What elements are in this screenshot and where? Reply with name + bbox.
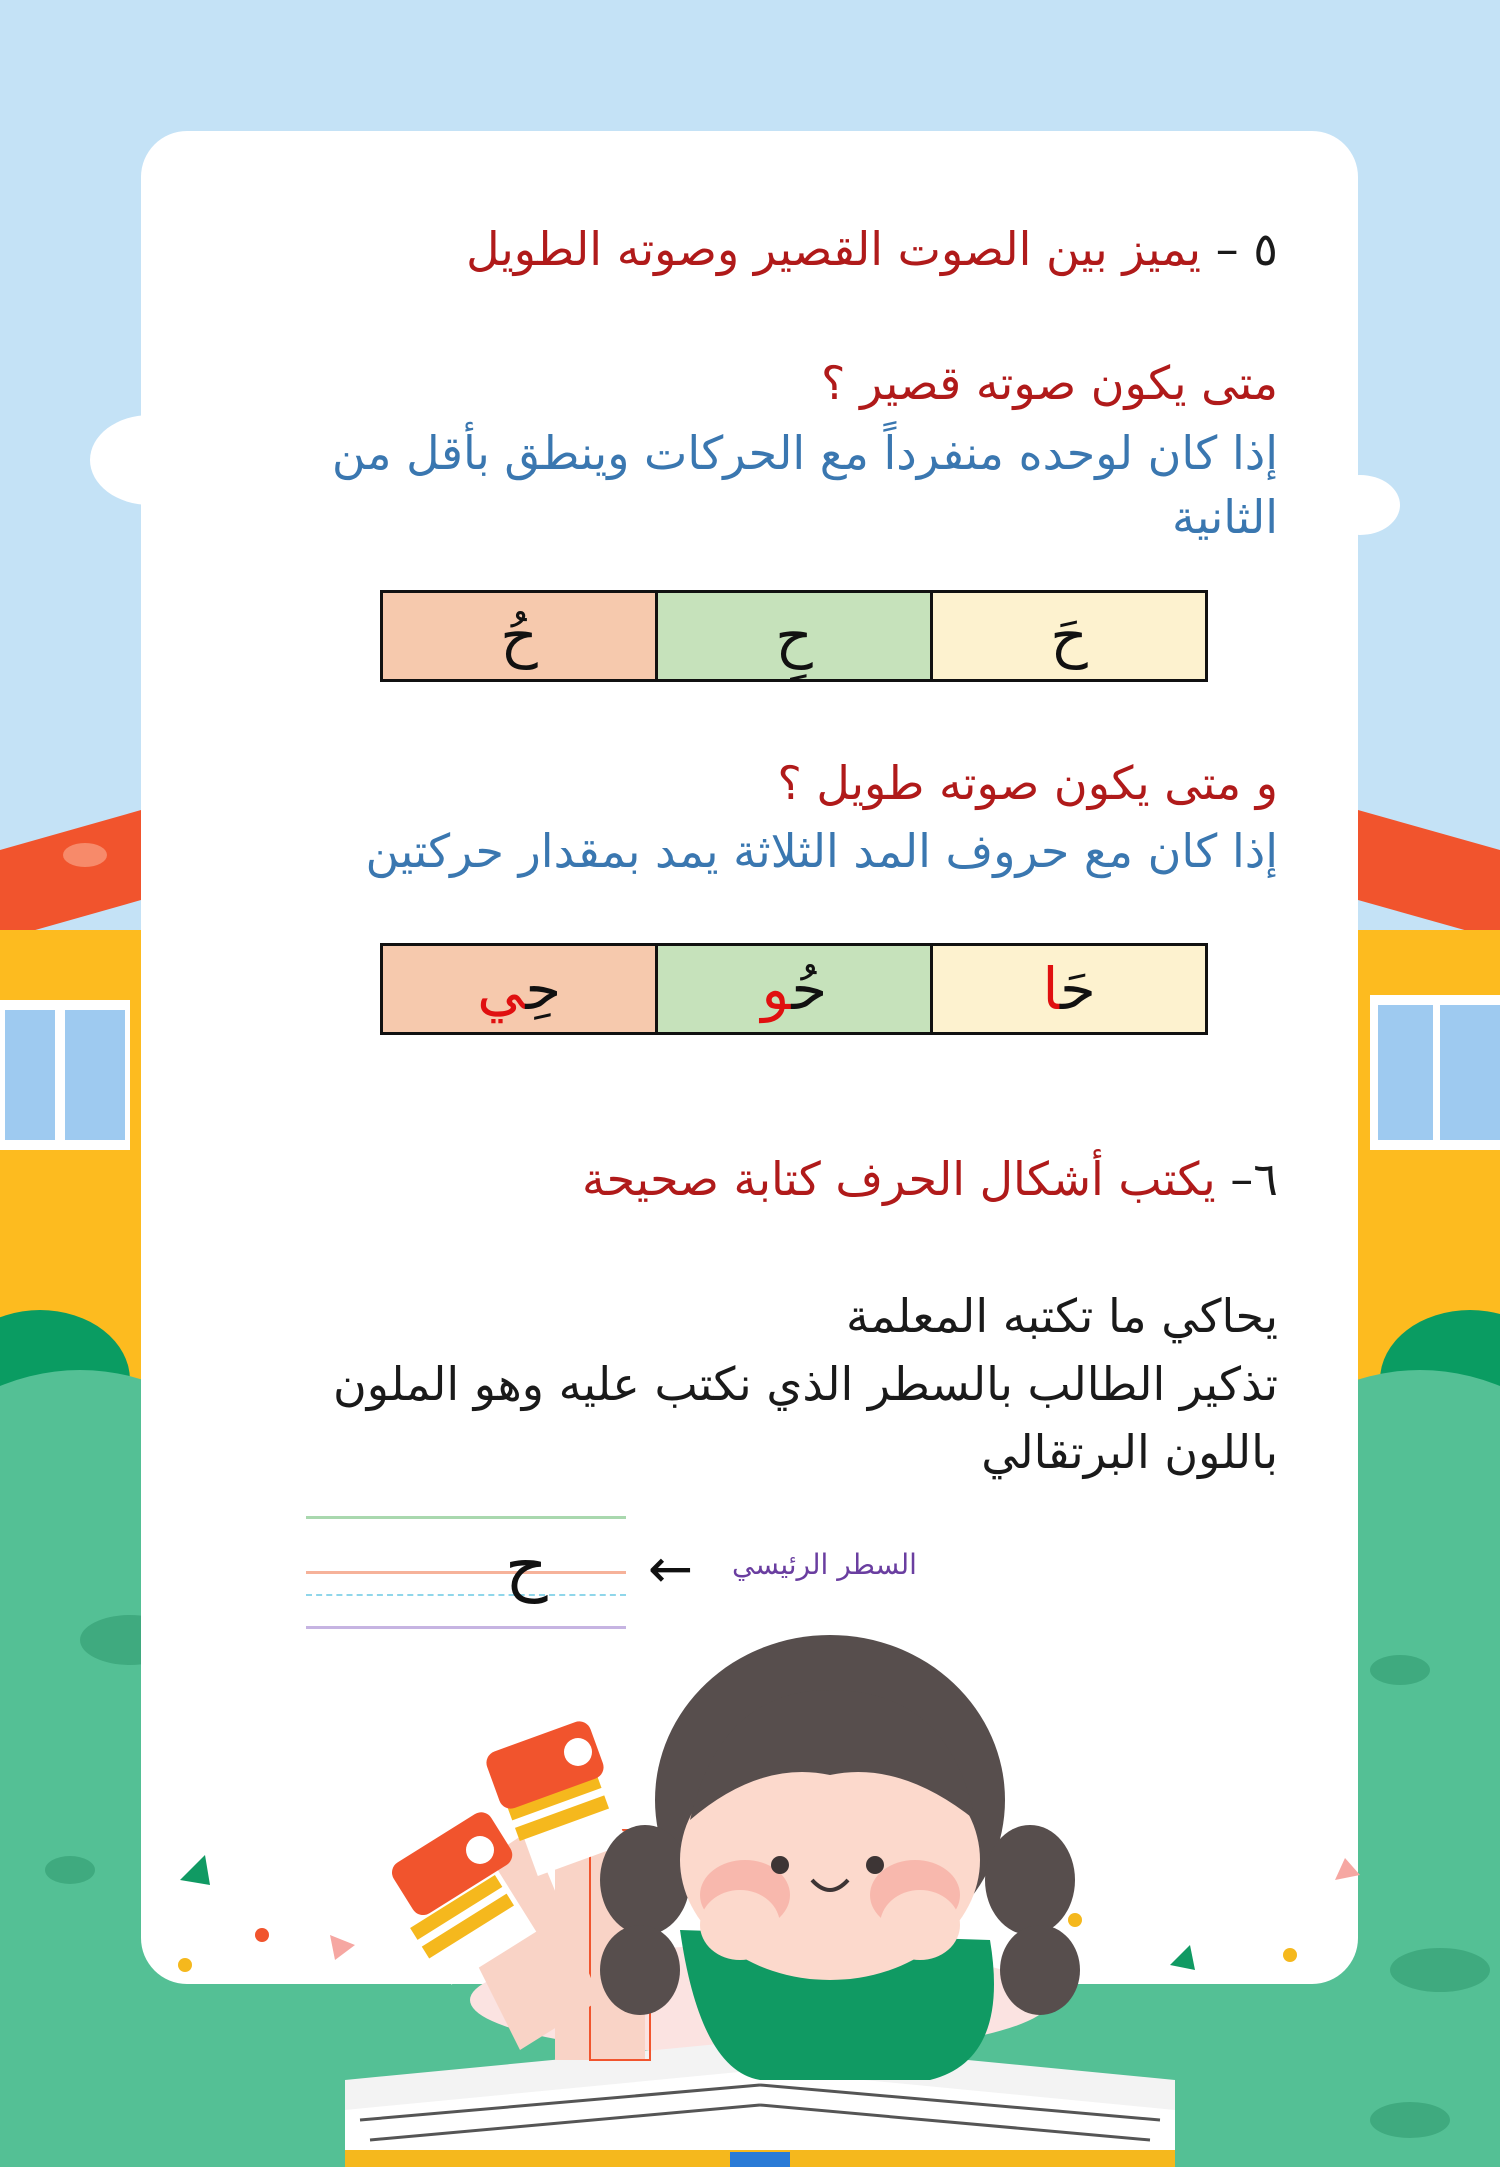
section6-line3: باللون البرتقالي — [981, 1425, 1278, 1479]
mad-letter-waw: و — [761, 955, 792, 1023]
cell-base-letter: حِ — [525, 955, 562, 1023]
cell-kasra: حِ — [657, 592, 932, 681]
cell-base-letter: حَ — [1060, 955, 1096, 1023]
section6-title: يكتب أشكال الحرف كتابة صحيحة — [581, 1152, 1216, 1206]
section5-number: ٥ – — [1215, 222, 1278, 276]
mad-letter-alif: ا — [1042, 955, 1061, 1023]
cell-fatha: حَ — [932, 592, 1207, 681]
short-sound-question: متى يكون صوته قصير ؟ — [821, 356, 1278, 410]
short-sound-answer-line1: إذا كان لوحده منفرداً مع الحركات وينطق بأقل من — [331, 426, 1278, 480]
main-line-label: السطر الرئيسي — [732, 1548, 917, 1581]
arrow-left-icon: ← — [648, 1537, 694, 1600]
section6-line1: يحاكي ما تكتبه المعلمة — [846, 1289, 1278, 1343]
cell-base-letter: حُ — [791, 955, 828, 1023]
short-sound-answer-line2: الثانية — [1171, 490, 1278, 544]
section5-title: يميز بين الصوت القصير وصوته الطويل — [466, 222, 1202, 276]
section6-line2: تذكير الطالب بالسطر الذي نكتب عليه وهو الملون — [333, 1357, 1278, 1411]
long-sound-answer: إذا كان مع حروف المد الثلاثة يمد بمقدار حركتين — [365, 824, 1278, 878]
sample-letter: ح — [505, 1527, 548, 1604]
mad-letter-ya: ي — [477, 955, 526, 1023]
long-sound-question: و متى يكون صوته طويل ؟ — [777, 756, 1278, 810]
section6-number: ٦– — [1230, 1152, 1278, 1206]
cell-damma: حُ — [382, 592, 657, 681]
